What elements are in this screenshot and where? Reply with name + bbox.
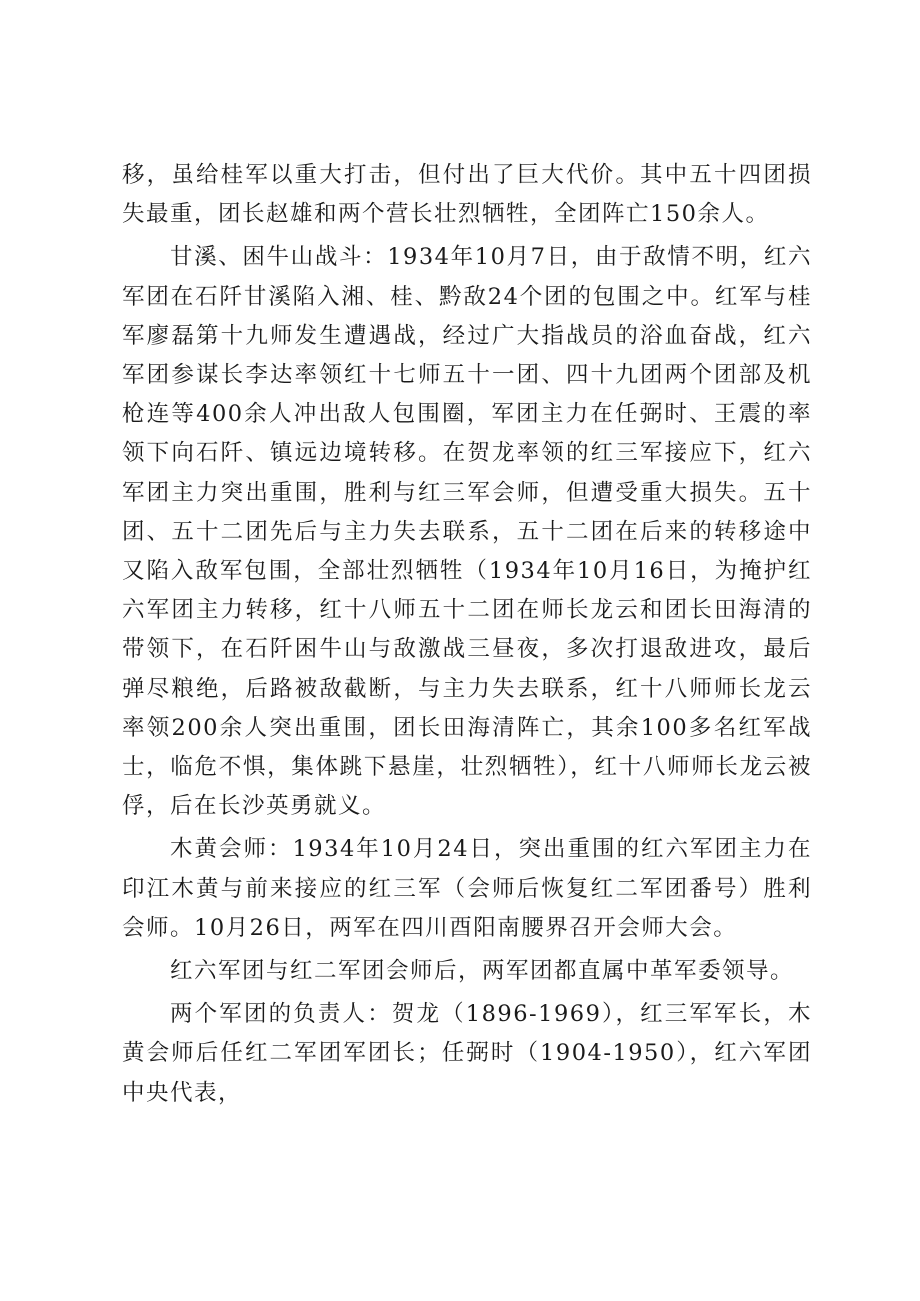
paragraph-ganxi-kunniushan-battle: 甘溪、困牛山战斗：1934年10月7日，由于敌情不明，红六军团在石阡甘溪陷入湘、桂、黔敌24个团的包围之中。红军与桂军廖磊第十九师发生遭遇战，经过广大指战员的浴血奋战，红六军团参谋长李达率领红十七师五十一团、四十九团两个团部及机枪连等400余人冲出敌人包围圈，军团主力在任弼时、王震的率领下向石阡、镇远边境转移。在贺龙率领的红三军接应下，红六军团主力突出重围，胜利与红三军会师，但遭受重大损失。五十团、五十二团先后与主力失去联系，五十二团在后来的转移途中又陷入敌军包围，全部壮烈牺牲（1934年10月16日，为掩护红六军团主力转移，红十八师五十二团在师长龙云和团长田海清的带领下，在石阡困牛山与敌激战三昼夜，多次打退敌进攻，最后弹尽粮绝，后路被敌截断，与主力失去联系，红十八师师长龙云率领200余人突出重围，团长田海清阵亡，其余100多名红军战士，临危不惧，集体跳下悬崖，壮烈牺牲），红十八师师长龙云被俘，后在长沙英勇就义。 bbox=[122, 244, 812, 820]
paragraph-commanders: 两个军团的负责人：贺龙（1896-1969），红三军军长，木黄会师后任红二军团军团长；任弼时（1904-1950），红六军团中央代表， bbox=[122, 1001, 812, 1106]
paragraph-muhuang-meeting: 木黄会师：1934年10月24日，突出重围的红六军团主力在印江木黄与前来接应的红三军（会师后恢复红二军团番号）胜利会师。10月26日，两军在四川酉阳南腰界召开会师大会。 bbox=[122, 836, 812, 941]
paragraph-leadership: 红六军团与红二军团会师后，两军团都直属中革军委领导。 bbox=[170, 958, 795, 985]
document-body bbox=[122, 156, 812, 1117]
paragraph-continuation: 移，虽给桂军以重大打击，但付出了巨大代价。其中五十四团损失最重，团长赵雄和两个营长壮烈牺牲，全团阵亡150余人。 bbox=[122, 162, 812, 228]
